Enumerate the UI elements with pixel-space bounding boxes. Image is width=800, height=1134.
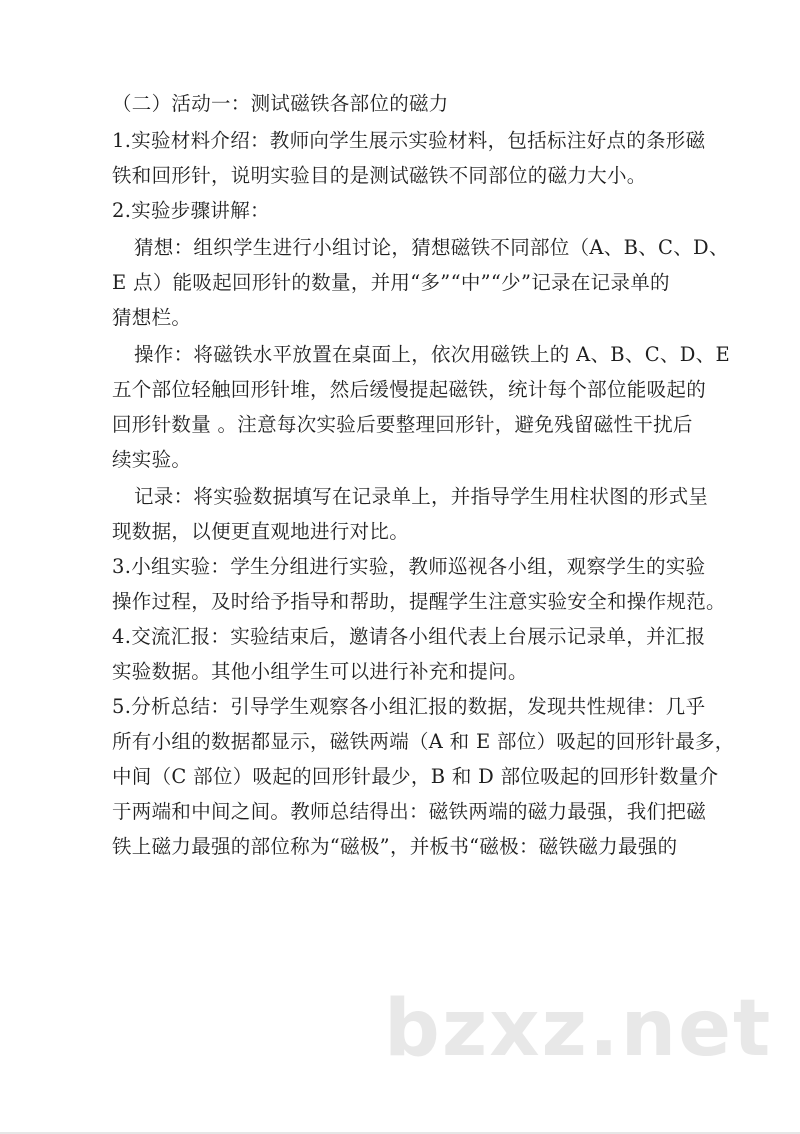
item1-line-1: 1.实验材料介绍：教师向学生展示实验材料，包括标注好点的条形磁	[112, 129, 706, 152]
item5-line-1: 5.分析总结：引导学生观察各小组汇报的数据，发现共性规律：几乎	[112, 695, 706, 718]
item1-line-2: 铁和回形针，说明实验目的是测试磁铁不同部位的磁力大小。	[112, 164, 647, 187]
guess-line-2: E 点）能吸起回形针的数量，并用“多”“中”“少”记录在记录单的	[112, 271, 670, 294]
item5-line-3: 中间（C 部位）吸起的回形针最少，B 和 D 部位吸起的回形针数量介	[112, 765, 719, 788]
operate-line-1: 操作：将磁铁水平放置在桌面上，依次用磁铁上的 A、B、C、D、E	[134, 343, 730, 366]
record-line-1: 记录：将实验数据填写在记录单上，并指导学生用柱状图的形式呈	[134, 485, 709, 508]
item3-line-1: 3.小组实验：学生分组进行实验，教师巡视各小组，观察学生的实验	[112, 555, 706, 578]
item5-line-5: 铁上磁力最强的部位称为“磁极”，并板书“磁极：磁铁磁力最强的	[112, 835, 678, 858]
operate-line-3: 回形针数量 。注意每次实验后要整理回形针，避免残留磁性干扰后	[112, 413, 693, 436]
item2-title: 2.实验步骤讲解：	[112, 199, 270, 222]
operate-line-2: 五个部位轻触回形针堆，然后缓慢提起磁铁，统计每个部位能吸起的	[112, 378, 707, 401]
item3-line-2: 操作过程，及时给予指导和帮助，提醒学生注意实验安全和操作规范。	[112, 590, 726, 613]
section-heading: （二）活动一：测试磁铁各部位的磁力	[112, 92, 449, 115]
guess-line-3: 猜想栏。	[112, 306, 192, 329]
record-line-2: 现数据，以便更直观地进行对比。	[112, 520, 410, 543]
item4-line-1: 4.交流汇报：实验结束后，邀请各小组代表上台展示记录单，并汇报	[112, 625, 706, 648]
operate-line-4: 续实验。	[112, 448, 192, 471]
watermark: bzxz.net	[384, 984, 773, 1074]
guess-line-1: 猜想：组织学生进行小组讨论，猜想磁铁不同部位（A、B、C、D、	[134, 236, 729, 259]
item4-line-2: 实验数据。其他小组学生可以进行补充和提问。	[112, 660, 528, 683]
item5-line-2: 所有小组的数据都显示，磁铁两端（A 和 E 部位）吸起的回形针最多，	[112, 730, 735, 753]
item5-line-4: 于两端和中间之间。教师总结得出：磁铁两端的磁力最强，我们把磁	[112, 800, 707, 823]
document-body	[112, 86, 735, 864]
